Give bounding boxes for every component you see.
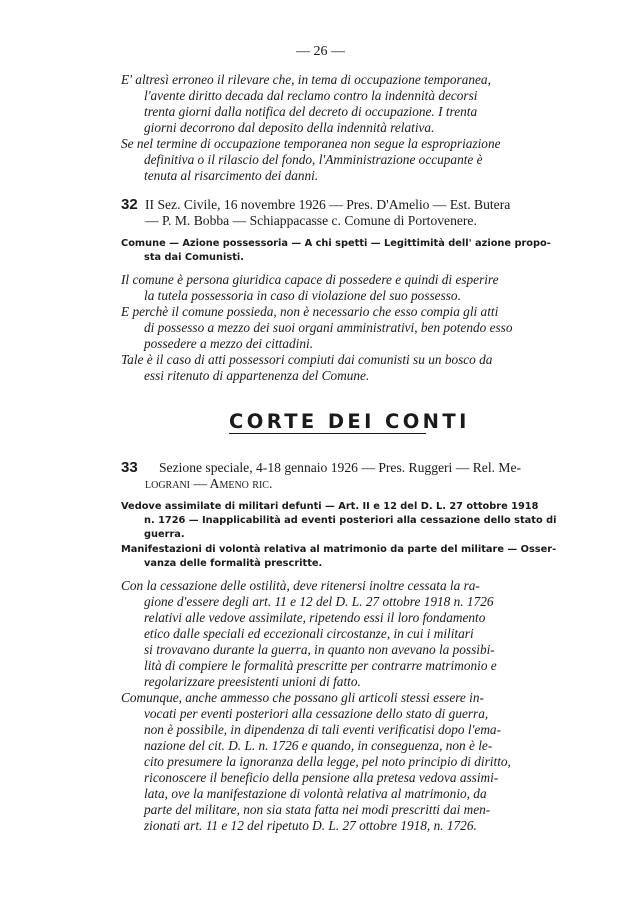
maxim-line: lata, ove la manifestazione di volontà relativa al matrimonio, da (144, 786, 487, 801)
page-number: — 26 — (296, 44, 345, 59)
maxim-line: nazione del cit. D. L. n. 1726 e quando, in conseguenza, non è le- (144, 738, 493, 753)
maxim-line: gione d'essere degli art. 11 e 12 del D. L. 27 ottobre 1918 n. 1726 (144, 594, 494, 609)
maxim-line: riconoscere il beneficio della pensione alla pretesa vedova assimi- (144, 770, 499, 785)
maxim-line: lità di compiere le formalità prescritte per contrarre matrimonio e (144, 658, 497, 673)
case-keywords: Vedove assimilate di militari defunti — Art. II e 12 del D. L. 27 ottobre 1918 (121, 501, 539, 512)
case-keywords: Manifestazioni di volontà relativa al matrimonio da parte del militare — Osser- (121, 544, 557, 555)
maxim-line: l'avente diritto decada dal reclamo contro la indennità decorsi (144, 88, 478, 103)
maxim-line: la tutela possessoria in caso di violazione del suo possesso. (144, 288, 461, 303)
case-keywords: sta dai Comunisti. (144, 252, 244, 263)
case-header: Sezione speciale, 4-18 gennaio 1926 — Pres. Ruggeri — Rel. Me- (159, 460, 522, 475)
maxim-line: tenuta al risarcimento dei danni. (144, 168, 319, 183)
maxim-line: etico dalle speciali ed eccezionali circostanze, in cui i militari (144, 626, 474, 641)
case-header: lograni — Ameno ric. (145, 476, 273, 491)
case-keywords: vanza delle formalità prescritte. (144, 558, 323, 569)
maxim-line: vocati per eventi posteriori alla cessazione dello stato di guerra, (144, 706, 489, 721)
maxim-line: regolarizzare preesistenti unioni di fatto. (144, 674, 361, 689)
maxim-line: E' altresì erroneo il rilevare che, in tema di occupazione temporanea, (121, 72, 491, 87)
maxim-line: essi ritenuto di appartenenza del Comune. (144, 368, 370, 383)
maxim-line: cito presumere la ignoranza della legge, pel noto principio di diritto, (144, 754, 511, 769)
maxim-line: E perchè il comune possieda, non è necessario che esso compia gli atti (121, 304, 499, 319)
maxim-line: si trovavano durante la guerra, in quanto non avevano la possibi- (144, 642, 495, 657)
case-header: II Sez. Civile, 16 novembre 1926 — Pres. D'Amelio — Est. Butera (145, 197, 511, 212)
section-title: CORTE DEI CONTI (229, 410, 470, 433)
maxim-line: non è possibile, in dipendenza di tali eventi verificatisi dopo l'ema- (144, 722, 501, 737)
case-number: 33 (121, 459, 138, 476)
maxim-line: di possesso a mezzo dei suoi organi amministrativi, ben potendo esso (144, 320, 513, 335)
case-keywords: guerra. (144, 529, 185, 540)
maxim-line: Se nel termine di occupazione temporanea non segue la espropriazione (121, 136, 501, 151)
case-keywords: Comune — Azione possessoria — A chi spetti — Legittimità dell' azione propo- (121, 238, 551, 249)
maxim-line: trenta giorni dalla notifica del decreto di occupazione. I trenta (144, 104, 478, 119)
case-number: 32 (121, 196, 138, 213)
case-keywords: n. 1726 — Inapplicabilità ad eventi posteriori alla cessazione dello stato di (144, 515, 557, 526)
case-header: — P. M. Bobba — Schiappacasse c. Comune di Portovenere. (145, 213, 477, 228)
maxim-line: definitiva o il rilascio del fondo, l'Amministrazione occupante è (144, 152, 483, 167)
maxim-line: zionati art. 11 e 12 del ripetuto D. L. 27 ottobre 1918, n. 1726. (144, 818, 477, 833)
maxim-line: possedere a mezzo dei cittadini. (144, 336, 314, 351)
maxim-line: Comunque, anche ammesso che possano gli articoli stessi essere in- (121, 690, 484, 705)
maxim-line: Con la cessazione delle ostilità, deve ritenersi inoltre cessata la ra- (121, 578, 480, 593)
maxim-line: giorni decorrono dal deposito della indennità relativa. (144, 120, 435, 135)
maxim-line: Il comune è persona giuridica capace di possedere e quindi di esperire (121, 272, 499, 287)
maxim-line: relativi alle vedove assimilate, ripetendo essi il loro fondamento (144, 610, 486, 625)
maxim-line: Tale è il caso di atti possessori compiuti dai comunisti su un bosco da (121, 352, 493, 367)
title-underline (229, 433, 426, 434)
maxim-line: parte del militare, non sia stata fatta nei modi prescritti dai men- (144, 802, 491, 817)
